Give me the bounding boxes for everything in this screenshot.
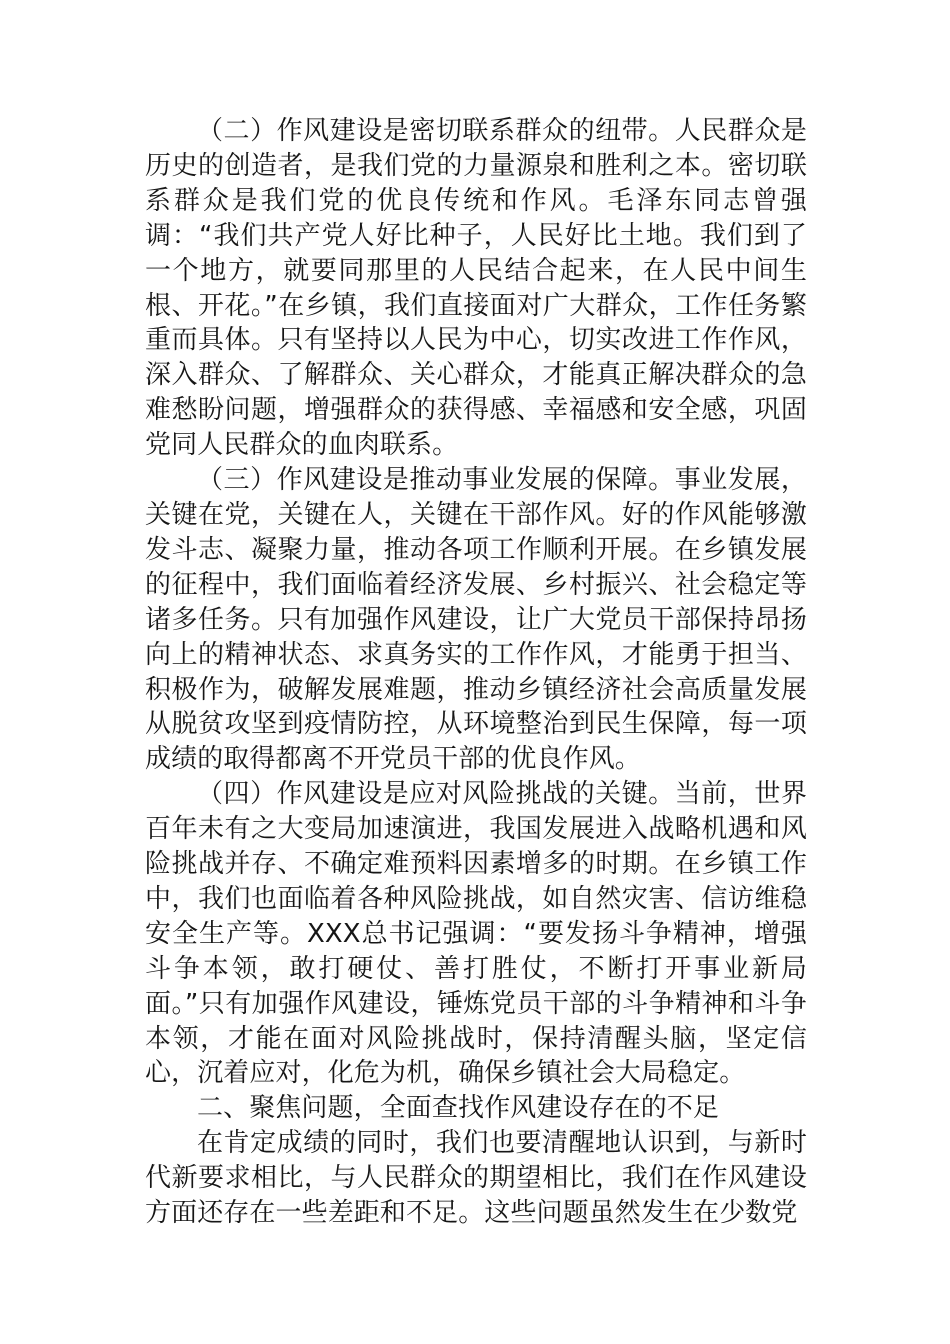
paragraph-shortcomings-intro: 在肯定成绩的同时，我们也要清醒地认识到，与新时代新要求相比，与人民群众的期望相比，我们在作风建设方面还存在一些差距和不足。这些问题虽然发生在少数党 (145, 1128, 807, 1229)
document-page (145, 114, 807, 1231)
section-heading: 二、聚焦问题，全面查找作风建设存在的不足 (197, 1093, 720, 1124)
paragraph-style-risk-challenges: （四）作风建设是应对风险挑战的关键。当前，世界百年未有之大变局加速演进，我国发展进入战略机遇和风险挑战并存、不确定难预料因素增多的时期。在乡镇工作中，我们也面临着各种风险挑战，如自然灾害、信访维稳安全生产等。XXX总书记强调：“要发扬斗争精神，增强斗争本领，敢打硬仗、善打胜仗，不断打开事业新局面。”只有加强作风建设，锤炼党员干部的斗争精神和斗争本领，才能在面对风险挑战时，保持清醒头脑，坚定信心，沉着应对，化危为机，确保乡镇社会大局稳定。 (145, 779, 807, 1089)
paragraph-style-career-development: （三）作风建设是推动事业发展的保障。事业发展，关键在党，关键在人，关键在干部作风。好的作风能够激发斗志、凝聚力量，推动各项工作顺利开展。在乡镇发展的征程中，我们面临着经济发展、乡村振兴、社会稳定等诸多任务。只有加强作风建设，让广大党员干部保持昂扬向上的精神状态、求真务实的工作作风，才能勇于担当、积极作为，破解发展难题，推动乡镇经济社会高质量发展从脱贫攻坚到疫情防控，从环境整治到民生保障，每一项成绩的取得都离不开党员干部的优良作风。 (145, 465, 807, 775)
paragraph-style-contact-masses: （二）作风建设是密切联系群众的纽带。人民群众是历史的创造者，是我们党的力量源泉和胜利之本。密切联系群众是我们党的优良传统和作风。毛泽东同志曾强调：“我们共产党人好比种子，人民好比土地。我们到了一个地方，就要同那里的人民结合起来，在人民中间生根、开花。”在乡镇，我们直接面对广大群众，工作任务繁重而具体。只有坚持以人民为中心，切实改进工作作风，深入群众、了解群众、关心群众，才能真正解决群众的急难愁盼问题，增强群众的获得感、幸福感和安全感，巩固党同人民群众的血肉联系。 (145, 116, 807, 461)
